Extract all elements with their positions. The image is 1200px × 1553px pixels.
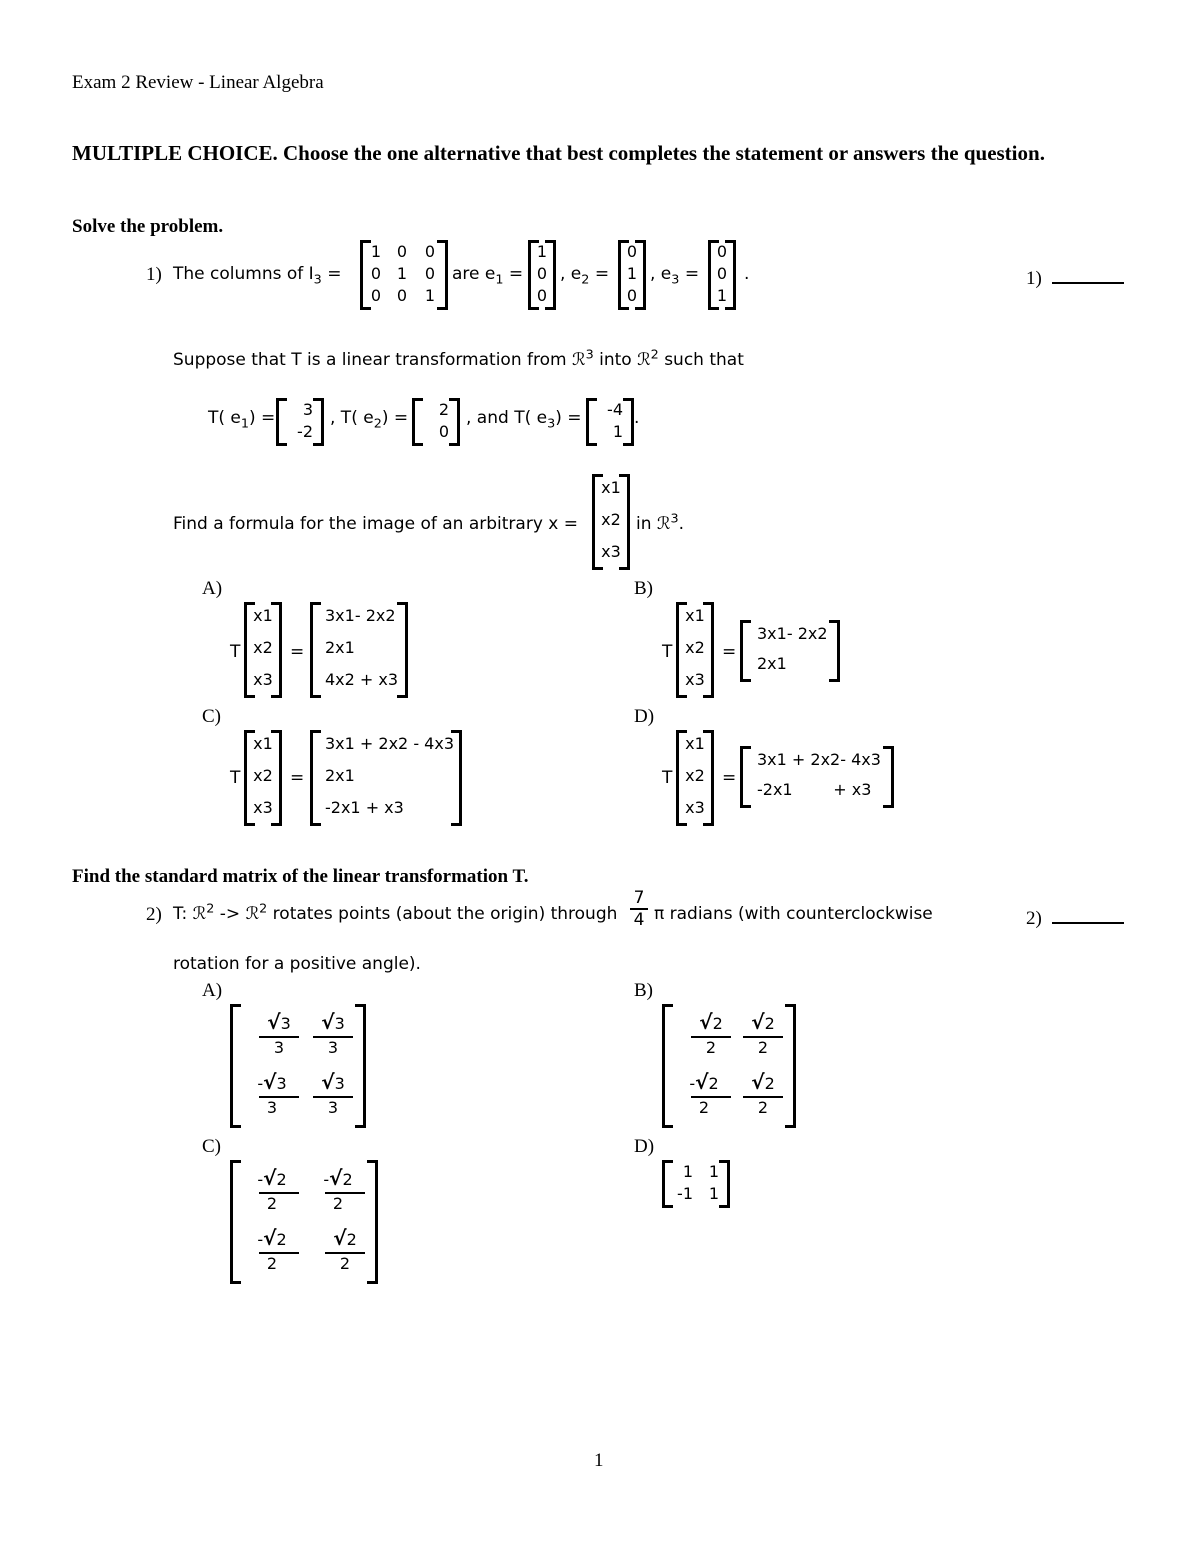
result-cell: 4x2 + x3: [325, 670, 399, 689]
option-b-x-vector: [676, 602, 714, 698]
equals-sign: =: [290, 642, 305, 662]
vector-cell: 1: [612, 422, 623, 441]
sqrt-entry: -√2 2: [245, 1226, 299, 1273]
result-cell: -2x1 + x3: [757, 780, 872, 799]
option-c-x-vector: [244, 730, 282, 826]
matrix-cell: 1: [708, 1162, 719, 1181]
t-symbol: T: [230, 768, 241, 788]
sqrt-entry: √3 3: [313, 1070, 353, 1117]
vector-cell: 0: [626, 242, 638, 261]
q1-in-r3: in ℛ$^3$.: [636, 511, 685, 534]
sqrt-entry: √2 2: [691, 1010, 731, 1057]
vector-cell: -2: [297, 422, 313, 441]
q2-option-b-matrix[interactable]: [662, 1004, 796, 1128]
te1-vector: [276, 398, 324, 446]
equals-sign: =: [722, 768, 737, 788]
vector-cell: x3: [253, 798, 273, 817]
matrix-cell: 0: [396, 242, 408, 261]
vector-cell: x1: [253, 734, 273, 753]
vector-cell: 0: [438, 422, 449, 441]
option-d-result[interactable]: [740, 746, 894, 808]
vector-cell: x3: [685, 670, 705, 689]
result-cell: 2x1: [757, 654, 787, 673]
sqrt-entry: -√2 2: [677, 1070, 731, 1117]
te-period: .: [634, 408, 640, 428]
vector-cell: x2: [253, 766, 273, 785]
matrix-cell: 0: [370, 286, 382, 305]
vector-cell: 3: [302, 400, 313, 419]
te3-label: , and T( $e_3$) =: [466, 408, 582, 432]
matrix-cell: 0: [370, 264, 382, 283]
matrix-cell: 0: [396, 286, 408, 305]
sqrt-entry: √3 3: [259, 1010, 299, 1057]
equals-sign: =: [290, 768, 305, 788]
vector-cell: 1: [716, 286, 728, 305]
subsection-standard-matrix: Find the standard matrix of the linear transformation T.: [72, 866, 529, 887]
option-c-result[interactable]: [310, 730, 462, 826]
subsection-solve: Solve the problem.: [72, 216, 224, 237]
te2-label: , T( $e_2$) =: [330, 408, 409, 432]
te1-label: T( $e_1$) =: [208, 408, 276, 432]
q1-e2-label: , $e_2$ =: [560, 264, 610, 288]
matrix-cell: -1: [677, 1184, 693, 1203]
sqrt-entry: √2 2: [743, 1070, 783, 1117]
result-cell: 2x1: [325, 638, 355, 657]
matrix-cell: 1: [396, 264, 408, 283]
sqrt-entry: -√2 2: [311, 1166, 365, 1213]
page-header: Exam 2 Review - Linear Algebra: [72, 72, 324, 93]
vector-cell: 1: [536, 242, 548, 261]
t-symbol: T: [230, 642, 241, 662]
vector-cell: x1: [685, 606, 705, 625]
te3-vector: [586, 398, 634, 446]
option-a-result[interactable]: [310, 602, 408, 698]
x-vector: [592, 474, 630, 570]
matrix-cell: 1: [708, 1184, 719, 1203]
q2-option-c-label[interactable]: C): [202, 1136, 221, 1157]
e3-vector: [708, 240, 736, 310]
q2-option-a-matrix[interactable]: [230, 1004, 366, 1128]
vector-cell: x2: [685, 766, 705, 785]
vector-cell: x2: [601, 510, 621, 529]
option-d-x-vector: [676, 730, 714, 826]
sqrt-entry: -√2 2: [245, 1166, 299, 1213]
q2-text-cont: rotation for a positive angle).: [173, 954, 421, 974]
matrix-cell: 0: [424, 242, 436, 261]
q1-option-b-label[interactable]: B): [634, 578, 653, 599]
e2-vector: [618, 240, 646, 310]
vector-cell: 0: [716, 264, 728, 283]
q1-are-e1: are $e_1$ =: [452, 264, 524, 288]
vector-cell: 0: [626, 286, 638, 305]
result-cell: 3x1 + 2x2 - 4x3: [325, 734, 455, 753]
q1-intro: The columns of $I_3$ =: [173, 264, 342, 288]
q1-find: Find a formula for the image of an arbitrary x =: [173, 514, 578, 534]
matrix-cell: 1: [370, 242, 382, 261]
vector-cell: -4: [607, 400, 623, 419]
section-instructions: MULTIPLE CHOICE. Choose the one alternative that best completes the statement or answers the question.: [72, 141, 1045, 165]
te2-vector: [412, 398, 460, 446]
vector-cell: 0: [716, 242, 728, 261]
q2-option-d-label[interactable]: D): [634, 1136, 655, 1157]
identity-matrix: [360, 240, 448, 310]
vector-cell: 1: [626, 264, 638, 283]
vector-cell: x2: [253, 638, 273, 657]
q2-answer-slot[interactable]: 2): [1026, 904, 1124, 930]
result-cell: 3x1 + 2x2- 4x3: [757, 750, 881, 769]
vector-cell: x3: [601, 542, 621, 561]
q1-number: 1): [146, 264, 162, 285]
option-a-x-vector: [244, 602, 282, 698]
matrix-cell: 1: [682, 1162, 693, 1181]
vector-cell: 2: [438, 400, 449, 419]
vector-cell: x3: [685, 798, 705, 817]
result-cell: 3x1- 2x2: [325, 606, 396, 625]
q2-fraction: 7 4: [630, 888, 648, 930]
q2-pi: π radians (with counterclockwise: [654, 904, 933, 924]
q1-suppose: Suppose that T is a linear transformation from ℛ$^3$ into ℛ$^2$ such that: [173, 347, 744, 370]
page-number: 1: [594, 1450, 604, 1471]
vector-cell: x1: [601, 478, 621, 497]
q2-text: T: ℛ$^2$ -> ℛ$^2$ rotates points (about the origin) through: [173, 901, 618, 924]
result-cell: -2x1 + x3: [325, 798, 404, 817]
sqrt-entry: √2 2: [743, 1010, 783, 1057]
option-b-result[interactable]: [740, 620, 840, 682]
vector-cell: x1: [685, 734, 705, 753]
result-cell: 2x1: [325, 766, 355, 785]
q1-option-a-label[interactable]: A): [202, 578, 223, 599]
q1-period: .: [744, 264, 750, 284]
q1-option-c-label[interactable]: C): [202, 706, 221, 727]
e1-vector: [528, 240, 556, 310]
equals-sign: =: [722, 642, 737, 662]
q2-option-b-label[interactable]: B): [634, 980, 653, 1001]
sqrt-entry: √3 3: [313, 1010, 353, 1057]
matrix-cell: 1: [424, 286, 436, 305]
q2-option-c-matrix[interactable]: [230, 1160, 378, 1284]
q1-answer-slot[interactable]: 1): [1026, 264, 1124, 290]
vector-cell: x1: [253, 606, 273, 625]
vector-cell: x2: [685, 638, 705, 657]
vector-cell: 0: [536, 264, 548, 283]
vector-cell: 0: [536, 286, 548, 305]
vector-cell: x3: [253, 670, 273, 689]
sqrt-entry: √2 2: [325, 1226, 365, 1273]
matrix-cell: 0: [424, 264, 436, 283]
sqrt-entry: -√3 3: [245, 1070, 299, 1117]
q1-option-d-label[interactable]: D): [634, 706, 655, 727]
result-cell: 3x1- 2x2: [757, 624, 828, 643]
q2-option-d-matrix[interactable]: [662, 1160, 730, 1208]
q2-number: 2): [146, 904, 162, 925]
t-symbol: T: [662, 768, 673, 788]
t-symbol: T: [662, 642, 673, 662]
q1-e3-label: , $e_3$ =: [650, 264, 700, 288]
q2-option-a-label[interactable]: A): [202, 980, 223, 1001]
